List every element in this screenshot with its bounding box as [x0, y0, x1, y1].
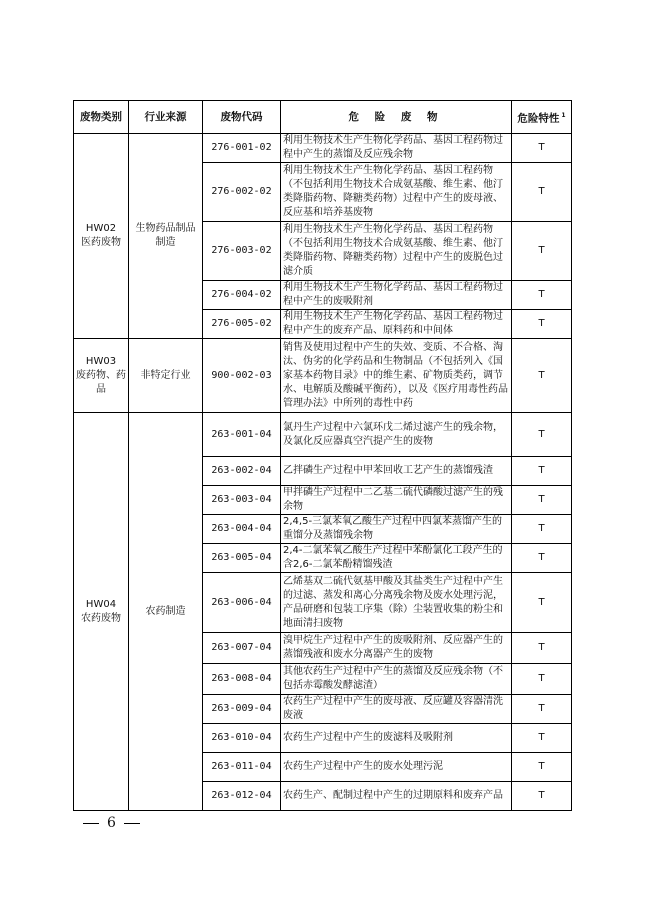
table-row — [74, 339, 572, 413]
waste-description: 利用生物技术生产生物化学药品、基因工程药物过程中产生的废弃产品、原料药和中间体 — [281, 310, 512, 339]
waste-description: 2,4,5-三氯苯氧乙酸生产过程中四氯苯蒸馏产生的重馏分及蒸馏残余物 — [281, 515, 512, 544]
waste-code: 900-002-03 — [203, 339, 281, 413]
waste-code: 263-009-04 — [203, 695, 281, 724]
category-name: 医药废物 — [81, 237, 121, 248]
waste-code: 263-008-04 — [203, 664, 281, 695]
hazard-property: T — [512, 724, 572, 753]
hazard-property: T — [512, 486, 572, 515]
table-row — [74, 413, 572, 457]
waste-description: 2,4-二氯苯氧乙酸生产过程中苯酚氯化工段产生的含2,6-二氯苯酚精馏残渣 — [281, 544, 512, 573]
hazard-property: T — [512, 413, 572, 457]
hazard-property: T — [512, 134, 572, 163]
header-code: 废物代码 — [203, 101, 281, 134]
category-code: HW02 — [85, 223, 117, 234]
footer-dash-left — [83, 823, 99, 824]
category-name: 农药废物 — [81, 612, 121, 624]
waste-code: 276-002-02 — [203, 163, 281, 222]
header-category: 废物类别 — [74, 101, 129, 134]
waste-description: 农药生产、配制过程中产生的过期原料和废弃产品 — [281, 782, 512, 811]
hazard-property: T — [512, 695, 572, 724]
footer-dash-right — [124, 823, 140, 824]
header-hazard-label: 危险特性 — [517, 112, 560, 125]
category-code: HW04 — [85, 598, 117, 610]
table-body — [74, 134, 572, 811]
waste-code: 263-010-04 — [203, 724, 281, 753]
hazard-property: T — [512, 457, 572, 486]
hazard-property: T — [512, 339, 572, 413]
header-source: 行业来源 — [129, 101, 203, 134]
waste-description: 甲拌磷生产过程中二乙基二硫代磷酸过滤产生的残余物 — [281, 486, 512, 515]
hazard-property: T — [512, 544, 572, 573]
source-cell: 农药制造 — [129, 413, 203, 811]
hazard-property: T — [512, 222, 572, 281]
waste-description: 农药生产过程中产生的废滤料及吸附剂 — [281, 724, 512, 753]
waste-description: 利用生物技术生产生物化学药品、基因工程药物（不包括利用生物技术合成氨基酸、维生素、他汀类降脂药物、降糖类药物）过程中产生的废脱色过滤介质 — [281, 222, 512, 281]
waste-code: 263-004-04 — [203, 515, 281, 544]
waste-description: 利用生物技术生产生物化学药品、基因工程药物过程中产生的蒸馏及反应残余物 — [281, 134, 512, 163]
hazard-property: T — [512, 664, 572, 695]
category-code: HW03 — [85, 355, 117, 367]
waste-code: 263-007-04 — [203, 633, 281, 664]
hazard-property: T — [512, 310, 572, 339]
category-cell — [74, 134, 129, 339]
waste-description: 利用生物技术生产生物化学药品、基因工程药物（不包括利用生物技术合成氨基酸、维生素、他汀类降脂药物、降糖类药物）过程中产生的废母液、反应基和培养基废物 — [281, 163, 512, 222]
category-cell — [74, 339, 129, 413]
waste-description: 乙拌磷生产过程中甲苯回收工艺产生的蒸馏残渣 — [281, 457, 512, 486]
waste-description: 乙烯基双二硫代氨基甲酸及其盐类生产过程中产生的过滤、蒸发和离心分离残余物及废水处理污泥，产品研磨和包装工序集（除）尘装置收集的粉尘和地面清扫废物 — [281, 573, 512, 633]
hazard-property: T — [512, 281, 572, 310]
header-hazard — [512, 101, 572, 134]
source-cell: 非特定行业 — [129, 339, 203, 413]
waste-code: 263-012-04 — [203, 782, 281, 811]
waste-code: 263-002-04 — [203, 457, 281, 486]
waste-code: 263-005-04 — [203, 544, 281, 573]
waste-code: 276-003-02 — [203, 222, 281, 281]
waste-description: 销售及使用过程中产生的失效、变质、不合格、淘汰、伪劣的化学药品和生物制品（不包括列入《国家基本药物目录》中的维生素、矿物质类药，调节水、电解质及酸碱平衡药），以及《医疗用毒性药品管理办法》中所列的毒性中药 — [281, 339, 512, 413]
waste-description: 其他农药生产过程中产生的蒸馏及反应残余物（不包括赤霉酸发酵滤渣） — [281, 664, 512, 695]
waste-description: 利用生物技术生产生物化学药品、基因工程药物过程中产生的废吸附剂 — [281, 281, 512, 310]
hazard-property: T — [512, 782, 572, 811]
page-footer — [83, 815, 140, 831]
waste-description: 农药生产过程中产生的废母液、反应罐及容器清洗废液 — [281, 695, 512, 724]
hazard-property: T — [512, 515, 572, 544]
waste-code: 263-003-04 — [203, 486, 281, 515]
waste-code: 263-006-04 — [203, 573, 281, 633]
hazardous-waste-table — [73, 100, 572, 811]
waste-description: 农药生产过程中产生的废水处理污泥 — [281, 753, 512, 782]
waste-description: 氯丹生产过程中六氯环戊二烯过滤产生的残余物，及氯化反应器真空汽提产生的废物 — [281, 413, 512, 457]
waste-code: 276-004-02 — [203, 281, 281, 310]
waste-description: 溴甲烷生产过程中产生的废吸附剂、反应器产生的蒸馏残液和废水分离器产生的废物 — [281, 633, 512, 664]
hazard-property: T — [512, 753, 572, 782]
hazard-property: T — [512, 573, 572, 633]
category-cell — [74, 413, 129, 811]
header-hazard-footnote: 1 — [561, 111, 566, 119]
table-row — [74, 134, 572, 163]
hazard-property: T — [512, 163, 572, 222]
header-description: 危 险 废 物 — [281, 101, 512, 134]
waste-code: 263-011-04 — [203, 753, 281, 782]
page-number: 6 — [107, 815, 116, 831]
header-row — [74, 101, 572, 134]
hazard-property: T — [512, 633, 572, 664]
waste-code: 276-005-02 — [203, 310, 281, 339]
category-name: 废药物、药品 — [76, 369, 126, 395]
source-cell: 生物药品制品制造 — [129, 134, 203, 339]
waste-code: 276-001-02 — [203, 134, 281, 163]
waste-code: 263-001-04 — [203, 413, 281, 457]
